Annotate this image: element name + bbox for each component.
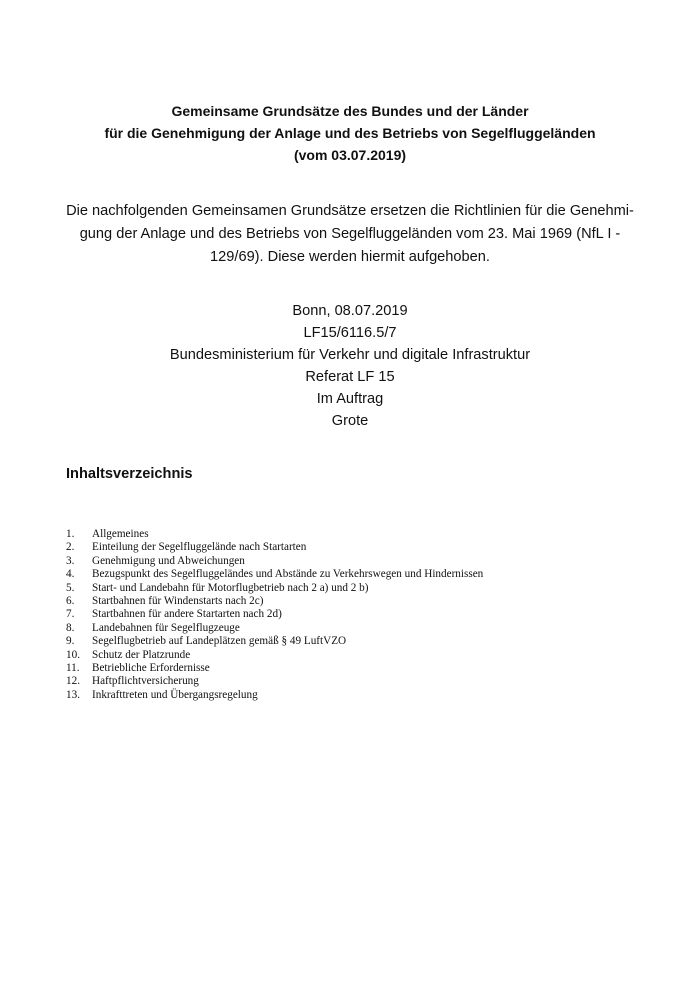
toc-item <box>66 622 666 635</box>
intro-line-1: Die nachfolgenden Gemeinsamen Grundsätze ersetzen die Richtlinien für die Genehmi- <box>66 203 634 219</box>
on-behalf-note: Im Auftrag <box>316 391 384 407</box>
toc-item-number: 6. <box>66 595 75 608</box>
toc-item <box>66 541 666 554</box>
toc-item-number: 1. <box>66 528 75 540</box>
toc-item <box>66 595 666 608</box>
toc-item-label: Inkrafttreten und Übergangsregelung <box>92 688 258 701</box>
intro-line-3: 129/69). Diese werden hiermit aufgehoben. <box>210 249 490 265</box>
signature-block <box>0 300 700 432</box>
toc-item <box>66 649 666 662</box>
toc-item-number: 8. <box>66 621 75 634</box>
toc-item-label: Genehmigung und Abweichungen <box>92 554 245 567</box>
title-line-3: (vom 03.07.2019) <box>293 147 407 163</box>
toc-item <box>66 689 666 702</box>
toc-item-number: 12. <box>66 675 80 688</box>
title-line-2: für die Genehmigung der Anlage und des Betriebs von Segelfluggeländen <box>104 125 596 141</box>
table-of-contents <box>66 528 666 702</box>
toc-item-label: Haftpflichtversicherung <box>92 675 199 688</box>
signatory-name: Grote <box>331 413 369 429</box>
toc-item-number: 2. <box>66 541 75 554</box>
toc-item-label: Allgemeines <box>92 528 149 540</box>
toc-item <box>66 635 666 648</box>
title-line-1: Gemeinsame Grundsätze des Bundes und der Länder <box>171 103 529 119</box>
document-title <box>0 100 700 166</box>
place-date: Bonn, 08.07.2019 <box>292 303 408 319</box>
intro-paragraph <box>66 200 634 269</box>
toc-item <box>66 608 666 621</box>
toc-item-number: 7. <box>66 608 75 621</box>
toc-heading: Inhaltsverzeichnis <box>66 466 193 482</box>
toc-item-number: 9. <box>66 635 75 648</box>
toc-item-label: Einteilung der Segelfluggelände nach Startarten <box>92 541 307 554</box>
ministry-name: Bundesministerium für Verkehr und digitale Infrastruktur <box>169 347 531 363</box>
toc-item-number: 3. <box>66 554 75 567</box>
toc-item-label: Betriebliche Erfordernisse <box>92 662 210 675</box>
toc-item-label: Segelflugbetrieb auf Landeplätzen gemäß § 49 LuftVZO <box>92 635 347 648</box>
toc-item <box>66 528 666 541</box>
toc-item <box>66 555 666 568</box>
toc-item-number: 11. <box>66 662 80 675</box>
intro-line-2: gung der Anlage und des Betriebs von Segelfluggeländen vom 23. Mai 1969 (NfL I - <box>79 226 621 242</box>
toc-item-number: 10. <box>66 648 80 661</box>
department-name: Referat LF 15 <box>305 369 395 385</box>
toc-item <box>66 662 666 675</box>
toc-item <box>66 568 666 581</box>
toc-item-label: Bezugspunkt des Segelfluggeländes und Abstände zu Verkehrswegen und Hindernissen <box>92 568 484 581</box>
toc-item-number: 4. <box>66 568 75 581</box>
toc-item-number: 13. <box>66 688 80 701</box>
toc-item-label: Startbahnen für andere Startarten nach 2d) <box>92 608 282 621</box>
toc-item <box>66 675 666 688</box>
toc-item-label: Startbahnen für Windenstarts nach 2c) <box>92 595 264 608</box>
reference-number: LF15/6116.5/7 <box>303 325 397 341</box>
toc-item-label: Schutz der Platzrunde <box>92 648 191 661</box>
toc-item <box>66 582 666 595</box>
toc-item-label: Start- und Landebahn für Motorflugbetrieb nach 2 a) und 2 b) <box>92 581 369 594</box>
toc-item-number: 5. <box>66 581 75 594</box>
toc-item-label: Landebahnen für Segelflugzeuge <box>92 621 240 634</box>
